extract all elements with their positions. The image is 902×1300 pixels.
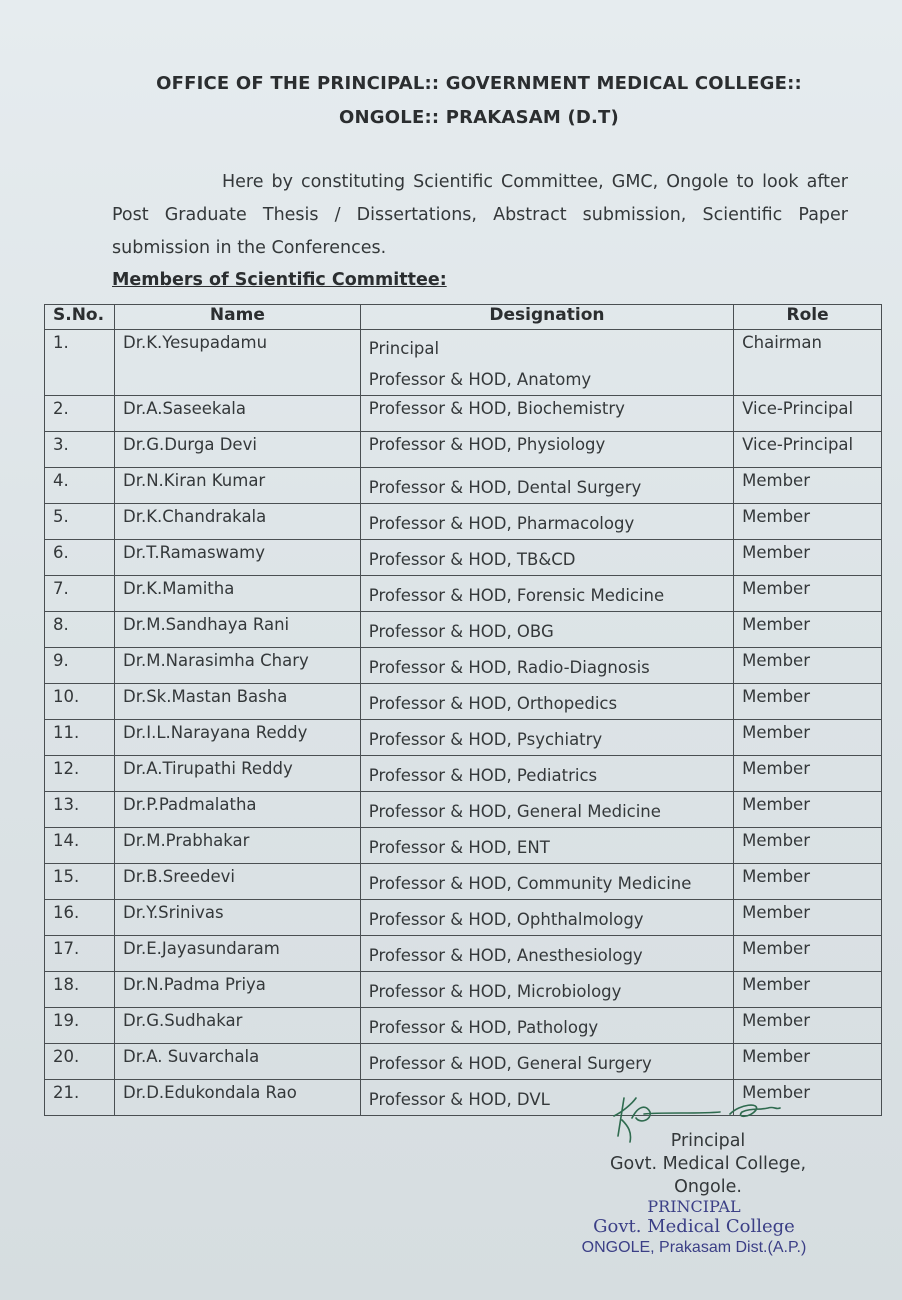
- cell-sno: 19.: [45, 1008, 115, 1044]
- cell-sno: 13.: [45, 792, 115, 828]
- cell-role: Member: [734, 468, 882, 504]
- cell-name: Dr.A.Tirupathi Reddy: [114, 756, 360, 792]
- table-row: [45, 396, 882, 432]
- cell-designation: Professor & HOD, Dental Surgery: [360, 468, 733, 504]
- cell-sno: 1.: [45, 330, 115, 396]
- table-row: [45, 504, 882, 540]
- cell-name: Dr.A.Saseekala: [114, 396, 360, 432]
- cell-role: Member: [734, 1080, 882, 1116]
- cell-sno: 20.: [45, 1044, 115, 1080]
- signatory-location: Ongole.: [674, 1177, 742, 1197]
- cell-designation: Professor & HOD, Psychiatry: [360, 720, 733, 756]
- members-heading: Members of Scientific Committee:: [112, 270, 447, 290]
- cell-role: Member: [734, 576, 882, 612]
- cell-name: Dr.P.Padmalatha: [114, 792, 360, 828]
- table-row: [45, 972, 882, 1008]
- cell-role: Member: [734, 504, 882, 540]
- cell-sno: 16.: [45, 900, 115, 936]
- cell-name: Dr.Y.Srinivas: [114, 900, 360, 936]
- cell-role: Member: [734, 720, 882, 756]
- table-row: [45, 900, 882, 936]
- cell-role: Vice-Principal: [734, 396, 882, 432]
- cell-role: Member: [734, 972, 882, 1008]
- cell-sno: 15.: [45, 864, 115, 900]
- cell-designation: Professor & HOD, Pharmacology: [360, 504, 733, 540]
- stamp-line-2: Govt. Medical College: [593, 1216, 795, 1237]
- cell-role: Member: [734, 1008, 882, 1044]
- cell-sno: 10.: [45, 684, 115, 720]
- table-row: [45, 756, 882, 792]
- cell-role: Member: [734, 540, 882, 576]
- cell-role: Member: [734, 756, 882, 792]
- cell-role: Member: [734, 648, 882, 684]
- cell-sno: 18.: [45, 972, 115, 1008]
- cell-sno: 5.: [45, 504, 115, 540]
- cell-sno: 17.: [45, 936, 115, 972]
- cell-name: Dr.K.Yesupadamu: [114, 330, 360, 396]
- cell-designation: Professor & HOD, Forensic Medicine: [360, 576, 733, 612]
- cell-sno: 12.: [45, 756, 115, 792]
- table-row: [45, 330, 882, 396]
- header-line-2: ONGOLE:: PRAKASAM (D.T): [339, 107, 619, 128]
- cell-name: Dr.G.Durga Devi: [114, 432, 360, 468]
- table-row: [45, 1044, 882, 1080]
- signatory-institution: Govt. Medical College,: [609, 1154, 807, 1174]
- cell-role: Member: [734, 612, 882, 648]
- cell-designation: Professor & HOD, Anesthesiology: [360, 936, 733, 972]
- cell-designation: Professor & HOD, OBG: [360, 612, 733, 648]
- cell-name: Dr.Sk.Mastan Basha: [114, 684, 360, 720]
- header-role: Role: [734, 305, 882, 330]
- cell-designation: Professor & HOD, General Medicine: [360, 792, 733, 828]
- cell-designation: Professor & HOD, Microbiology: [360, 972, 733, 1008]
- table-row: [45, 612, 882, 648]
- cell-designation: Professor & HOD, Radio-Diagnosis: [360, 648, 733, 684]
- cell-name: Dr.M.Narasimha Chary: [114, 648, 360, 684]
- cell-designation: Professor & HOD, ENT: [360, 828, 733, 864]
- cell-name: Dr.I.L.Narayana Reddy: [114, 720, 360, 756]
- cell-name: Dr.D.Edukondala Rao: [114, 1080, 360, 1116]
- stamp-line-1: PRINCIPAL: [647, 1197, 741, 1216]
- cell-role: Member: [734, 684, 882, 720]
- cell-designation: Professor & HOD, Biochemistry: [360, 396, 733, 432]
- cell-sno: 11.: [45, 720, 115, 756]
- cell-role: Chairman: [734, 330, 882, 396]
- designation-line-1: Principal: [368, 339, 440, 358]
- table-row: [45, 1008, 882, 1044]
- cell-name: Dr.K.Chandrakala: [114, 504, 360, 540]
- cell-role: Vice-Principal: [734, 432, 882, 468]
- cell-name: Dr.N.Padma Priya: [114, 972, 360, 1008]
- table-row: [45, 828, 882, 864]
- designation-line-2: Professor & HOD, Anatomy: [368, 370, 592, 389]
- cell-sno: 3.: [45, 432, 115, 468]
- cell-designation: Professor & HOD, Pathology: [360, 1008, 733, 1044]
- cell-role: Member: [734, 828, 882, 864]
- cell-sno: 7.: [45, 576, 115, 612]
- table-row: [45, 576, 882, 612]
- cell-designation: Professor & HOD, DVL: [360, 1080, 733, 1116]
- header-sno: S.No.: [45, 305, 115, 330]
- table-row: [45, 864, 882, 900]
- cell-designation: Professor & HOD, General Surgery: [360, 1044, 733, 1080]
- cell-designation: Professor & HOD, Community Medicine: [360, 864, 733, 900]
- cell-name: Dr.K.Mamitha: [114, 576, 360, 612]
- cell-sno: 2.: [45, 396, 115, 432]
- cell-name: Dr.A. Suvarchala: [114, 1044, 360, 1080]
- cell-sno: 8.: [45, 612, 115, 648]
- cell-name: Dr.N.Kiran Kumar: [114, 468, 360, 504]
- cell-role: Member: [734, 936, 882, 972]
- table-row: [45, 720, 882, 756]
- cell-sno: 21.: [45, 1080, 115, 1116]
- cell-sno: 14.: [45, 828, 115, 864]
- cell-designation: Professor & HOD, Ophthalmology: [360, 900, 733, 936]
- table-row: [45, 432, 882, 468]
- cell-sno: 4.: [45, 468, 115, 504]
- signatory-title: Principal: [670, 1131, 746, 1151]
- cell-role: Member: [734, 900, 882, 936]
- header-name: Name: [114, 305, 360, 330]
- header-designation: Designation: [360, 305, 733, 330]
- table-row: [45, 936, 882, 972]
- committee-table: [44, 304, 882, 1116]
- cell-name: Dr.E.Jayasundaram: [114, 936, 360, 972]
- signature-block: [588, 1130, 828, 1199]
- table-row: [45, 540, 882, 576]
- cell-name: Dr.B.Sreedevi: [114, 864, 360, 900]
- cell-name: Dr.G.Sudhakar: [114, 1008, 360, 1044]
- cell-designation: Professor & HOD, Physiology: [360, 432, 733, 468]
- cell-designation: Professor & HOD, Orthopedics: [360, 684, 733, 720]
- cell-designation: [360, 330, 733, 396]
- stamp-line-3: ONGOLE, Prakasam Dist.(A.P.): [581, 1239, 807, 1256]
- table-row: [45, 648, 882, 684]
- cell-designation: Professor & HOD, Pediatrics: [360, 756, 733, 792]
- table-row: [45, 468, 882, 504]
- official-stamp: [574, 1198, 814, 1258]
- cell-sno: 9.: [45, 648, 115, 684]
- cell-role: Member: [734, 1044, 882, 1080]
- header-line-1: OFFICE OF THE PRINCIPAL:: GOVERNMENT MEDICAL COLLEGE::: [156, 73, 802, 94]
- cell-designation: Professor & HOD, TB&CD: [360, 540, 733, 576]
- table-row: [45, 792, 882, 828]
- body-text: Here by constituting Scientific Committee, GMC, Ongole to look after Post Graduate Thesis / Dissertations, Abstract submission, Scientific Paper submission in the Conferences.: [112, 172, 848, 258]
- cell-name: Dr.T.Ramaswamy: [114, 540, 360, 576]
- cell-role: Member: [734, 864, 882, 900]
- cell-name: Dr.M.Prabhakar: [114, 828, 360, 864]
- table-header-row: [45, 305, 882, 330]
- cell-name: Dr.M.Sandhaya Rani: [114, 612, 360, 648]
- cell-role: Member: [734, 792, 882, 828]
- body-paragraph: [112, 166, 848, 265]
- cell-sno: 6.: [45, 540, 115, 576]
- table-row: [45, 684, 882, 720]
